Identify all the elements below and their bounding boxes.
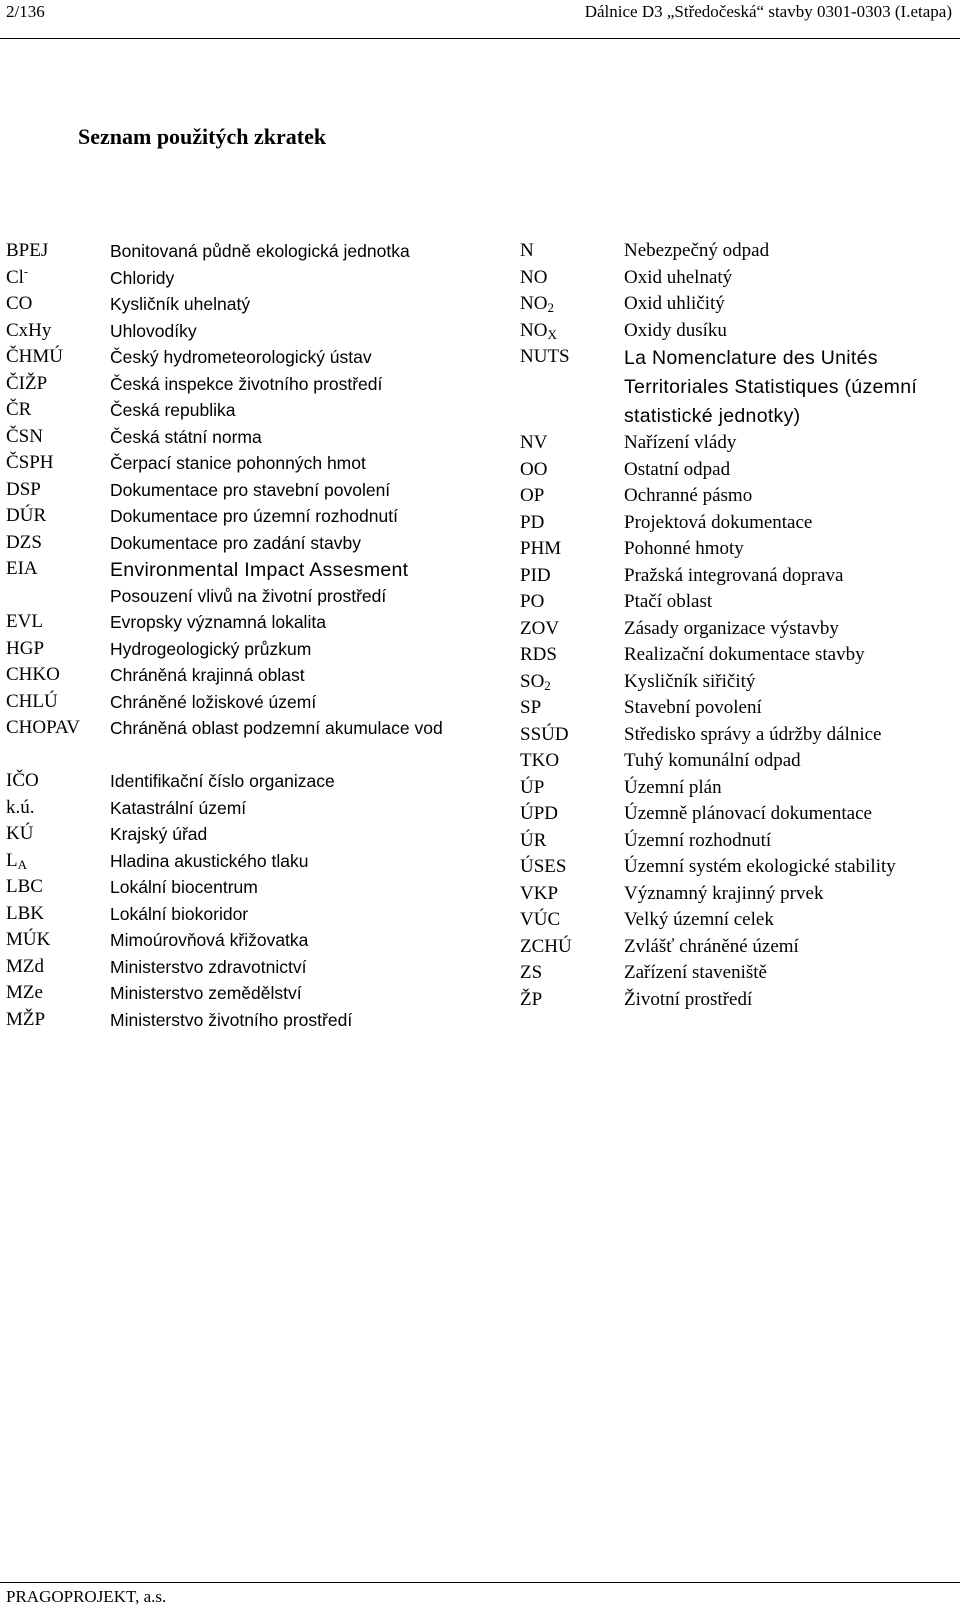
abbreviation: CHLÚ: [6, 690, 58, 712]
abbreviation: BPEJ: [6, 240, 49, 261]
definition: Česká státní norma: [110, 426, 262, 447]
definition: Uhlovodíky: [110, 320, 197, 341]
abbreviation: Cl-: [6, 264, 28, 288]
definition: Významný krajinný prvek: [624, 882, 824, 904]
abbreviation: PID: [520, 564, 551, 586]
abbreviation-row: [520, 457, 960, 484]
abbreviation-row: [6, 768, 476, 795]
definition: Oxid uhličitý: [624, 293, 725, 314]
abbreviation: ČIŽP: [6, 372, 48, 394]
abbreviation-row: [6, 662, 476, 689]
definition: Dokumentace pro územní rozhodnutí: [110, 506, 398, 526]
abbreviation: PHM: [520, 538, 562, 559]
abbreviation: PD: [520, 511, 545, 533]
definition: Velký územní celek: [624, 909, 774, 930]
abbreviation-row: [6, 477, 476, 504]
abbreviation: CO: [6, 293, 33, 314]
definition: Nařízení vlády: [624, 432, 737, 453]
abbreviation: ŽP: [520, 988, 543, 1010]
abbreviation-row: [6, 503, 476, 530]
definition: Kysličník uhelnatý: [110, 294, 251, 314]
abbreviation: HGP: [6, 637, 45, 659]
abbreviation-row: [520, 828, 960, 855]
definition: Česká inspekce životního prostředí: [110, 373, 383, 394]
definition: Ministerstvo životního prostředí: [110, 1009, 353, 1030]
definition: Posouzení vlivů na životní prostředí: [110, 585, 387, 606]
abbreviation-row: [6, 848, 476, 875]
abbreviation: LBK: [6, 902, 44, 924]
definition: Evropsky významná lokalita: [110, 612, 326, 632]
abbreviation-row: [520, 748, 960, 775]
definition: Chloridy: [110, 267, 175, 288]
abbreviation-row: [6, 556, 476, 583]
definition: Životní prostředí: [624, 988, 753, 1010]
definition: Pražská integrovaná doprava: [624, 564, 844, 586]
abbreviation-list-left: [6, 238, 476, 1033]
abbreviation-row: [520, 642, 960, 669]
definition: Územní plán: [624, 776, 722, 798]
footer-divider: [0, 1582, 960, 1583]
definition: Hladina akustického tlaku: [110, 850, 309, 871]
definition: Krajský úřad: [110, 824, 208, 844]
definition: Mimoúrovňová křižovatka: [110, 930, 309, 950]
abbreviation-row: [520, 291, 960, 318]
abbreviation-row: [6, 318, 476, 345]
page-title: Seznam použitých zkratek: [78, 124, 327, 149]
abbreviation-row: [520, 854, 960, 881]
abbreviation-row: [520, 510, 960, 537]
abbreviation: ÚSES: [520, 856, 567, 877]
definition: Bonitovaná půdně ekologická jednotka: [110, 241, 410, 261]
abbreviation-row: [520, 483, 960, 510]
definition: Ostatní odpad: [624, 458, 731, 480]
abbreviation: TKO: [520, 750, 560, 771]
abbreviation-row: [6, 344, 476, 371]
abbreviation: MÚK: [6, 929, 51, 950]
abbreviation: MZe: [6, 982, 43, 1003]
abbreviation: ÚP: [520, 776, 545, 798]
abbreviation-row: [520, 907, 960, 934]
definition: Chráněné ložiskové území: [110, 691, 317, 712]
abbreviation: EIA: [6, 558, 38, 579]
definition: Projektová dokumentace: [624, 511, 813, 533]
abbreviation-row: [6, 238, 476, 265]
abbreviation: DÚR: [6, 505, 47, 526]
page-number: 2/136: [6, 2, 45, 21]
abbreviation: VÚC: [520, 909, 561, 930]
abbreviation: NO: [520, 266, 548, 288]
abbreviation: $NO_2$: [520, 293, 554, 315]
abbreviation: N: [520, 240, 534, 261]
abbreviation: EVL: [6, 611, 43, 632]
definition: Čerpací stanice pohonných hmot: [110, 453, 366, 473]
definition: Ministerstvo zdravotnictví: [110, 956, 307, 977]
abbreviation-row: [520, 669, 960, 696]
definition: Zásady organizace výstavby: [624, 617, 839, 639]
abbreviation: ČHMÚ: [6, 346, 64, 367]
abbreviation: DZS: [6, 531, 42, 553]
definition: Ministerstvo zemědělství: [110, 983, 302, 1003]
abbreviation: OP: [520, 485, 545, 506]
abbreviation: SP: [520, 697, 542, 718]
abbreviation: OO: [520, 458, 548, 480]
abbreviation-row: [6, 450, 476, 477]
abbreviation: ZCHÚ: [520, 935, 572, 957]
definition: Environmental Impact Assesment: [110, 559, 409, 581]
abbreviation-row: [520, 775, 960, 802]
abbreviation: ÚR: [520, 829, 547, 851]
definition: Oxid uhelnatý: [624, 266, 733, 288]
abbreviation: IČO: [6, 770, 39, 791]
abbreviation-row: [520, 934, 960, 961]
abbreviation-row: [520, 801, 960, 828]
abbreviation-row: [520, 265, 960, 292]
abbreviation-row: [6, 927, 476, 954]
definition: Chráněná oblast podzemní akumulace vod: [110, 718, 443, 738]
footer-company: PRAGOPROJEKT, a.s.: [6, 1587, 167, 1606]
definition: Územní rozhodnutí: [624, 829, 772, 851]
abbreviation: RDS: [520, 644, 557, 665]
abbreviation-row: [520, 695, 960, 722]
definition: La Nomenclature des Unités Territoriales Statistiques (územní statistické jednotky): [624, 347, 918, 427]
definition: Územně plánovací dokumentace: [624, 803, 872, 824]
abbreviation-row: [6, 636, 476, 663]
abbreviation-row: [6, 980, 476, 1007]
abbreviation-row: [6, 795, 476, 822]
abbreviation: CxHy: [6, 319, 52, 341]
abbreviation: SSÚD: [520, 723, 569, 745]
abbreviation-row: [520, 960, 960, 987]
abbreviation: $NO_X$: [520, 319, 557, 342]
abbreviation-row: [6, 371, 476, 398]
abbreviation: MŽP: [6, 1008, 46, 1030]
abbreviation: CHKO: [6, 664, 60, 685]
abbreviation-row: [520, 238, 960, 265]
definition: Česká republika: [110, 400, 236, 420]
definition: Zvlášť chráněné území: [624, 935, 799, 957]
abbreviation-row: [520, 987, 960, 1014]
abbreviation-row: [520, 616, 960, 643]
definition: Stavební povolení: [624, 697, 762, 718]
abbreviation-row: [6, 291, 476, 318]
definition: Dokumentace pro stavební povolení: [110, 479, 391, 500]
definition: Územní systém ekologické stability: [624, 856, 896, 877]
definition: Oxidy dusíku: [624, 319, 727, 341]
abbreviation: VKP: [520, 882, 559, 904]
abbreviation: ČR: [6, 399, 32, 420]
abbreviation-row: [6, 901, 476, 928]
abbreviation: NUTS: [520, 346, 570, 367]
abbreviation-row: [6, 583, 476, 610]
abbreviation: k.ú.: [6, 796, 35, 818]
definition: Nebezpečný odpad: [624, 240, 770, 261]
abbreviation: ČSN: [6, 425, 43, 447]
document-title: Dálnice D3 „Středočeská“ stavby 0301-0303 (I.etapa): [584, 2, 952, 21]
abbreviation: $SO_2$: [520, 670, 551, 693]
definition: Pohonné hmoty: [624, 538, 744, 559]
abbreviation-row: [6, 1007, 476, 1034]
abbreviation: $L_A$: [6, 849, 27, 872]
definition: Katastrální území: [110, 797, 247, 818]
abbreviation: PO: [520, 591, 545, 612]
abbreviation: NV: [520, 432, 548, 453]
abbreviation-row: [6, 265, 476, 292]
abbreviation-row: [6, 715, 476, 768]
abbreviation: KÚ: [6, 823, 34, 844]
abbreviation-row: [520, 536, 960, 563]
abbreviation: CHOPAV: [6, 717, 80, 738]
definition: Český hydrometeorologický ústav: [110, 347, 372, 367]
abbreviation: DSP: [6, 478, 41, 500]
definition: Ptačí oblast: [624, 591, 713, 612]
abbreviation-row: [6, 609, 476, 636]
abbreviation-row: [520, 563, 960, 590]
definition: Středisko správy a údržby dálnice: [624, 723, 882, 745]
abbreviation-row: [6, 689, 476, 716]
abbreviation-row: [520, 589, 960, 616]
abbreviation-row: [520, 722, 960, 749]
abbreviation: ZOV: [520, 617, 560, 639]
definition: Zařízení staveniště: [624, 962, 767, 983]
definition: Chráněná krajinná oblast: [110, 665, 305, 685]
definition: Ochranné pásmo: [624, 485, 753, 506]
abbreviation: ČSPH: [6, 452, 54, 473]
definition: Lokální biocentrum: [110, 877, 258, 897]
abbreviation-row: [6, 821, 476, 848]
definition: Dokumentace pro zadání stavby: [110, 532, 361, 553]
abbreviation-row: [520, 344, 960, 430]
abbreviation-row: [6, 530, 476, 557]
definition: Hydrogeologický průzkum: [110, 638, 312, 659]
abbreviation: ÚPD: [520, 803, 559, 824]
abbreviation: ZS: [520, 962, 543, 983]
abbreviation-row: [520, 318, 960, 345]
definition: Identifikační číslo organizace: [110, 771, 335, 791]
definition: Kysličník siřičitý: [624, 670, 756, 692]
definition: Tuhý komunální odpad: [624, 750, 801, 771]
header-divider: [0, 38, 960, 39]
abbreviation-row: [6, 397, 476, 424]
definition: Lokální biokoridor: [110, 903, 249, 924]
abbreviation: LBC: [6, 876, 43, 897]
definition: Realizační dokumentace stavby: [624, 644, 865, 665]
abbreviation-list-right: [520, 238, 960, 1013]
abbreviation-row: [520, 430, 960, 457]
abbreviation-row: [520, 881, 960, 908]
abbreviation: MZd: [6, 955, 44, 977]
abbreviation-row: [6, 874, 476, 901]
abbreviation-row: [6, 424, 476, 451]
abbreviation-row: [6, 954, 476, 981]
